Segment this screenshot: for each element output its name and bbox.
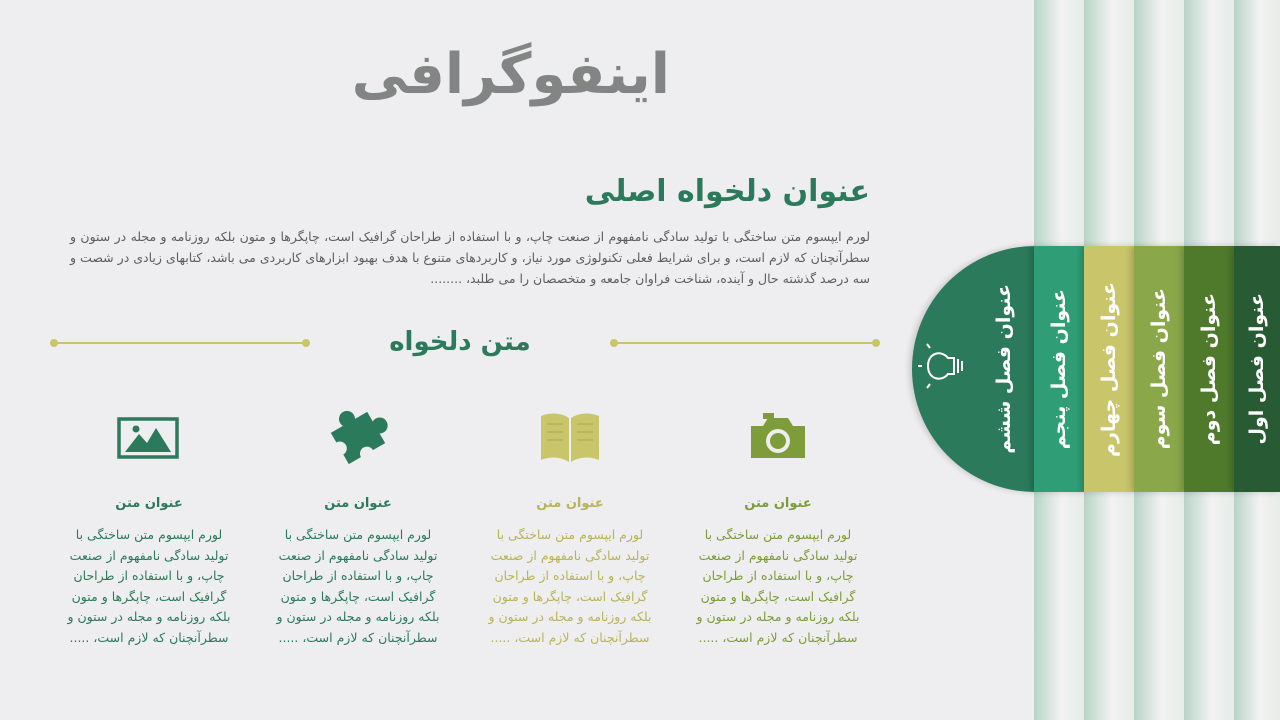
divider-dot <box>610 339 618 347</box>
image-icon <box>113 408 183 468</box>
divider-dot <box>872 339 880 347</box>
divider-dot <box>302 339 310 347</box>
divider-dot <box>50 339 58 347</box>
camera-icon <box>743 408 813 468</box>
main-paragraph: لورم ایپسوم متن ساختگی با تولید سادگی نامفهوم از صنعت چاپ، و با استفاده از طراحان گرافیک است، چاپگرها و متون بلکه روزنامه و مجله در ستون و سطرآنچنان که لازم است، و برای شرایط فعلی تکنولوژی مورد نیاز، و کاربردهای متنوع با هدف بهبود ابزارهای کاربردی می باشد، کتابهای زیادی در شصت و سه درصد گذشته حال و آینده، شناخت فراوان جامعه و متخصصان را می طلبد، ........ <box>70 229 870 286</box>
column-title: عنوان متن <box>744 496 812 511</box>
chapter-tab-1[interactable] <box>1234 246 1280 492</box>
chapter-label: عنوان فصل اول <box>1246 293 1268 445</box>
column-title: عنوان متن <box>324 496 392 511</box>
chapter-label: عنوان فصل چهارم <box>1098 281 1120 457</box>
chapter-tab-2[interactable] <box>1184 246 1234 492</box>
chapter-label: عنوان فصل پنجم <box>1048 288 1070 450</box>
subtitle: عنوان دلخواه اصلی <box>584 174 870 209</box>
column-text: لورم ایپسوم متن ساختگی با تولید سادگی نامفهوم از صنعت چاپ، و با استفاده از طراحان گرافیک است، چاپگرها و متون بلکه روزنامه و مجله در ستون و سطرآنچنان که لازم است، ..... <box>276 527 440 645</box>
chapter-tab-4[interactable] <box>1084 246 1134 492</box>
column-text: لورم ایپسوم متن ساختگی با تولید سادگی نامفهوم از صنعت چاپ، و با استفاده از طراحان گرافیک است، چاپگرها و متون بلکه روزنامه و مجله در ستون و سطرآنچنان که لازم است، ..... <box>488 527 652 645</box>
chapter-tab-6[interactable] <box>912 246 1036 492</box>
chapter-label: عنوان فصل ششم <box>993 284 1015 454</box>
chapter-tab-3[interactable] <box>1134 246 1184 492</box>
column-title: عنوان متن <box>536 496 604 511</box>
column-text: لورم ایپسوم متن ساختگی با تولید سادگی نامفهوم از صنعت چاپ، و با استفاده از طراحان گرافیک است، چاپگرها و متون بلکه روزنامه و مجله در ستون و سطرآنچنان که لازم است، ..... <box>696 527 860 645</box>
chapter-label: عنوان فصل دوم <box>1198 292 1220 446</box>
lightbulb-icon <box>918 342 974 390</box>
chapter-label: عنوان فصل سوم <box>1148 288 1170 450</box>
page-title: اینفوگرافی <box>351 42 670 107</box>
chapter-tab-5[interactable] <box>1034 246 1084 492</box>
divider-text: متن دلخواه <box>389 327 531 357</box>
column-text: لورم ایپسوم متن ساختگی با تولید سادگی نامفهوم از صنعت چاپ، و با استفاده از طراحان گرافیک است، چاپگرها و متون بلکه روزنامه و مجله در ستون و سطرآنچنان که لازم است، ..... <box>67 527 231 645</box>
divider-line-left <box>54 342 306 344</box>
puzzle-icon <box>323 408 393 468</box>
divider-line-right <box>614 342 876 344</box>
book-icon <box>535 408 605 468</box>
column-title: عنوان متن <box>115 496 183 511</box>
